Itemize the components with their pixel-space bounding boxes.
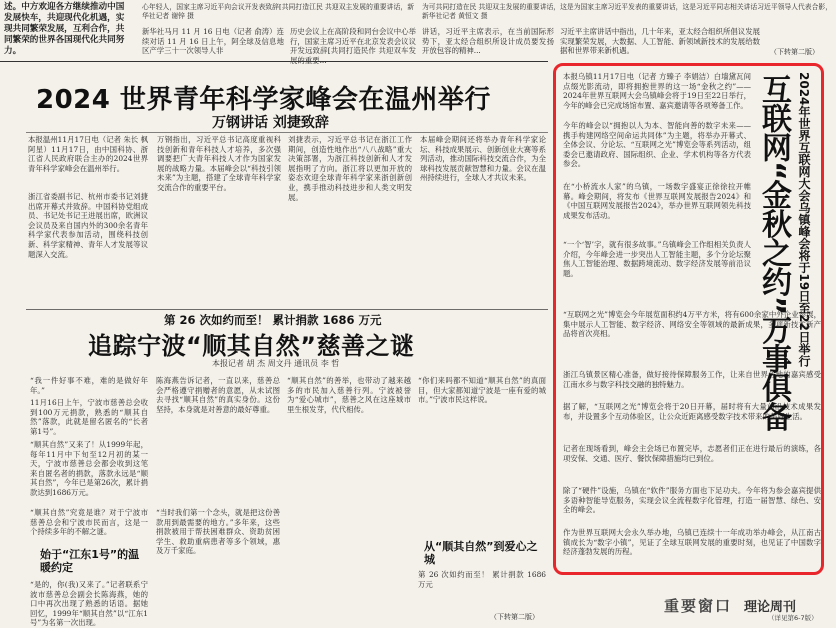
headline2-byline: 本报记者 胡 杰 周文丹 通讯员 李 哲 [212,359,340,368]
top-divider [0,61,548,62]
headline2-para1: “我一件好事不难，难的是做好年年。” [30,376,148,395]
top-col3-caption: 为可共同打造在民 共迎双主发展的重要讲话，这是为国家主席习近平发表的重要讲话，这是习近平同志相关讲话习近平领导人代表合影，新华社记者 黄恒文 摄 [422,3,832,20]
headline1-divider [26,132,548,133]
headline2-para3: “顺其自然”又来了！从1999年起，每年11月中下旬至12月初的某一天，宁波市慈善总会都会收到这笔来自匿名者的捐款，落款永远是“顺其自然”，今年已是第26次，累计捐款达到1686万元。 [30,440,148,497]
headline2-subhead1: 始于“江东1号”的温暖约定 [40,548,140,574]
headline1-para3: 刘捷表示，习近平总书记在浙江工作期间，创造性地作出“八八战略”重大决策部署，为浙江科技创新和人才发展指明了方向。浙江将以更加开放的姿态欢迎全球青年科学家来浙创新创业，携手推动科技进步和人类文明发展。 [288,135,412,202]
top-col2-caption: 心年轻人，国家主席习近平向会议开发表致辞[共同打造江民 共迎双主发展的重要讲话，新华社记者 谢锌 摄 [142,3,414,20]
feature-para6: 据了解，“互联网之光”博览会将于20日开幕，届时将有大量前沿技术成果发布，并设置多个互动体验区，让公众近距离感受数字技术带来的美好生活。 [563,402,821,421]
headline2-jump: （下转第二版） [490,613,539,621]
top-col3-text: 历史会议上在高阶段和同台会议中心举行，国家主席习近平在北京发表会议议开发远致辞[共同打造民作 共迎双车发 [290,27,416,56]
footer-brand: 重要窗口 [664,597,733,615]
top-col1-text: 述。中方欢迎各方继续推动中国发展快车，共迎现代化机遇，实现共同繁荣发展，互利合作，共同繁荣的世界各国现代化共同努力。 [4,2,125,56]
headline2-para4: “顺其自然”究竟是谁？对于宁波市慈善总会和宁波市民而言，这是一个持续多年的不解之谜。 [30,508,148,537]
feature-para1: 今年的峰会以“拥抱以人为本、智能向善的数字未来——携手构建网络空间命运共同体”为主题，将举办开幕式、全体会议、分论坛、“互联网之光”博览会等系列活动，组委会已邀请政府、国际组织、企业、学术机构等各方代表参会。 [563,121,751,169]
headline1-para1: 浙江省委副书记、杭州市委书记刘捷出席开幕式并致辞。中国科协党组成员、书记处书记王进展出席，欧洲议会议员及来自国内外的300余名青年科学家代表参加活动，围绕科技创新、科学家精神、青年人才发展等议题深入交流。 [28,192,148,259]
top-col2-dateline: 新华社马月 11 月 16 日电（记者 俞涛）连续对话 11 月 16 日上午，阿全球及信息地区产学三十一次领导人非 [142,27,284,56]
headline2-para5: “是的，你(我)又来了。”记者联系宁波市慈善总会副会长陈海燕，她的口中再次出现了熟悉的话语。据她回忆，1999年“顺其自然”以“江东1号”为名第一次出现。 [30,580,148,628]
feature-title-small: 2024年世界互联网大会乌镇峰会将于19日至22日举行 [797,72,811,367]
top-strip [0,0,836,60]
feature-para4: “互联网之光”博览会今年展览面积约4万平方米，将有600余家中外企业参展，集中展示人工智能、数字经济、网络安全等领域的最新成果，多项新技术新产品将首次亮相。 [563,310,821,339]
feature-para9: 作为世界互联网大会永久举办地，乌镇已连续十一年成功举办峰会，从江南古镇成长为“数字小镇”，见证了全球互联网发展的重要时刻，也见证了中国数字经济蓬勃发展的历程。 [563,528,821,557]
headline2-para9b-text: 第 26 次如约而至！ 累计捐款 1686 万元 [418,570,546,589]
feature-para5: 浙江乌镇景区精心准备，做好接待保障服务工作，让来自世界各地的嘉宾感受江南水乡与数字科技交融的独特魅力。 [563,370,821,389]
top-jump-line: （下转第二版） [770,48,819,56]
footer-note: （详见第6-7版） [768,614,818,622]
headline2-para7: “当时我们第一个念头，就是把这份善款用到最需要的地方。”多年来，这些捐款被用于帮扶困难群众、资助贫困学生、救助重病患者等多个领域，惠及万千家庭。 [156,508,280,556]
headline2-subhead2: 从“顺其自然”到爱心之城 [424,540,538,566]
section-divider [26,309,548,310]
headline2-para9b [418,570,546,610]
headline1-para4: 本届峰会期间还将举办青年科学家论坛、科技成果展示、创新创业大赛等系列活动，推动国际科技交流合作，为全球科技发展贡献智慧和力量。会议在温州持续进行，全球人才共议未来。 [420,135,546,183]
feature-title-big: 互联网“金秋之约”万事俱备 [756,74,791,431]
feature-para7: 记者在现场看到，峰会主会场已布置完毕，志愿者们正在进行最后的演练，各项安保、交通、医疗、餐饮保障措施均已到位。 [563,444,821,463]
headline2-kicker: 第 26 次如约而至！ 累计捐款 1686 万元 [164,313,382,327]
feature-lead: 本报乌镇11月17日电（记者 方臻子 李娟洁）白墙黛瓦间点缀光影流动，即将拥抱世界的这一场“金秋之约”——2024年世界互联网大会乌镇峰会将于19日至22日举行，今年的峰会已完成场馆布置、嘉宾邀请等各项筹备工作。 [563,72,751,110]
top-col5-text: 习近平主席讲话中指出，几十年来，亚太经合组织所倡议发展实现繁荣发展，大数据、人工智能、新领域新技术的发展给数据和世界带来新机遇。 [560,27,760,56]
feature-para8: 除了“硬件”设施，乌镇在“软件”服务方面也下足功夫。今年将为参会嘉宾提供多语种智能导览服务，实现会议全流程数字化管理，打造一届智慧、绿色、安全的峰会。 [563,486,821,515]
headline1-subtitle: 万钢讲话 刘捷致辞 [212,115,329,131]
top-col4-text: 讲话，习近平主席表示，在当前国际形势下，亚太经合组织所设计成员要发扬开放包容的精神... [422,27,554,56]
footer-brand-block [664,595,824,621]
headline2-para2: 11月16日上午，宁波市慈善总会收到100万元捐款，熟悉的“顺其自然”落款，此就是留名匿名的“长者第1号”。 [30,398,148,436]
headline2-para9: “你们来吗都不知道“顺其自然”的真面目，但大家都知道宁波是一座有爱的城市。”宁波市民这样说。 [418,376,546,405]
footer-section: 理论周刊 [744,600,797,615]
headline1-para2: 万钢指出，习近平总书记高度重视科技创新和青年科技人才培养，多次强调要把广大青年科技人才作为国家发展的战略力量。本届峰会以“科技引领未来”为主题，搭建了全球青年科学家交流合作的重要平台。 [157,135,281,192]
headline2-title: 追踪宁波“顺其自然”慈善之谜 [88,332,415,360]
headline2-para8: “顺其自然”的善举，也带动了越来越多的市民加入慈善行列。宁波被誉为“爱心城市”，慈善之风在这座城市里生根发芽，代代相传。 [287,376,411,414]
feature-para3: “一个‘智’字，就有很多故事。”乌镇峰会工作组相关负责人介绍，今年峰会进一步突出人工智能主题，多个分论坛聚焦人工智能治理、数据跨境流动、数字经济发展等前沿议题。 [563,240,751,278]
headline1-lead: 本报温州11月17日电（记者 朱长 枫 阿星）11月17日，由中国科协、浙江省人民政府联合主办的2024世界青年科学家峰会在温州举行。 [28,135,148,173]
feature-para2: 在“小桥流水人家”的乌镇，一场数字盛宴正徐徐拉开帷幕。峰会期间，将发布《世界互联网发展报告2024》和《中国互联网发展报告2024》，举办世界互联网领先科技成果发布活动。 [563,182,751,220]
headline1-title: 2024 世界青年科学家峰会在温州举行 [36,85,491,115]
headline2-para6: 陈海燕告诉记者，一直以来，慈善总会严格遵守捐赠者的意愿，从未试图去寻找“顺其自然”的真实身份。这份坚持，本身就是对善意的最好尊重。 [156,376,280,414]
